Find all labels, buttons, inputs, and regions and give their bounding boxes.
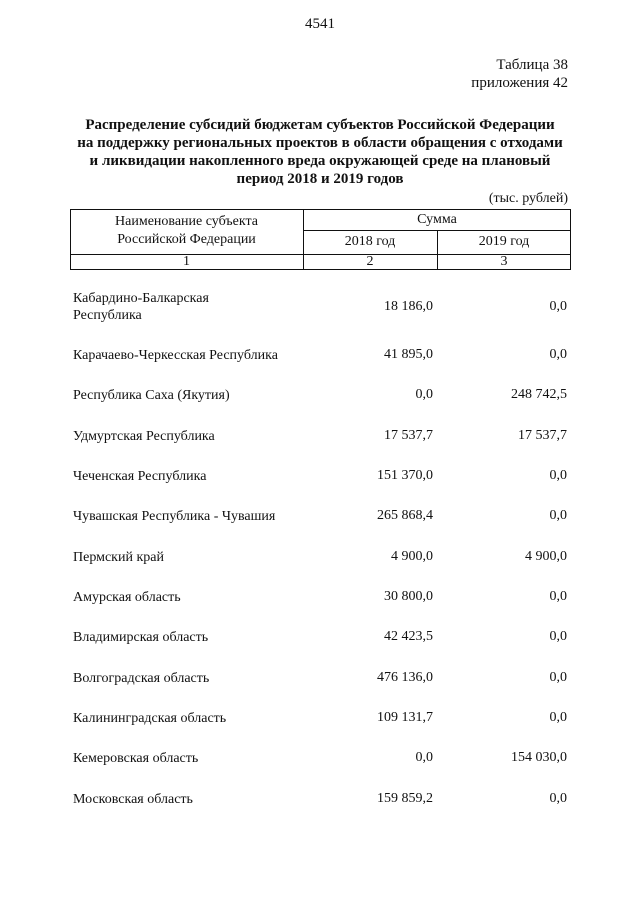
header-name-line: Российской Федерации (117, 232, 256, 247)
region-name: Амурская область (73, 590, 181, 605)
column-number-2: 2 (366, 254, 374, 269)
title-line: период 2018 и 2019 годов (236, 171, 404, 187)
header-sum: Сумма (417, 212, 457, 227)
value-2018: 4 900,0 (391, 549, 433, 564)
region-name: Волгоградская область (73, 671, 210, 686)
table-number: Таблица 38 (496, 57, 568, 73)
region-name: Карачаево-Черкесская Республика (73, 348, 278, 363)
region-name: Чеченская Республика (73, 469, 207, 484)
value-2019: 0,0 (549, 791, 567, 806)
title-line: Распределение субсидий бюджетам субъектов Российской Федерации (85, 117, 555, 133)
value-2019: 0,0 (549, 299, 567, 314)
value-2019: 0,0 (549, 670, 567, 685)
value-2019: 154 030,0 (511, 750, 567, 765)
column-number-1: 1 (183, 254, 190, 269)
value-2019: 17 537,7 (518, 428, 567, 443)
region-name: Калининградская область (73, 711, 227, 726)
header-name-line: Наименование субъекта (115, 214, 258, 229)
header-name-cell (70, 213, 303, 249)
document-title (70, 116, 570, 188)
region-name (73, 290, 303, 324)
value-2019: 0,0 (549, 710, 567, 725)
value-2018: 30 800,0 (384, 589, 433, 604)
value-2019: 0,0 (549, 629, 567, 644)
region-name: Удмуртская Республика (73, 429, 215, 444)
value-2018: 0,0 (415, 750, 433, 765)
value-2019: 4 900,0 (525, 549, 567, 564)
header-year-2019: 2019 год (478, 234, 530, 249)
value-2018: 42 423,5 (384, 629, 433, 644)
region-name-line: Кабардино-Балкарская (73, 291, 209, 306)
value-2019: 0,0 (549, 347, 567, 362)
value-2018: 476 136,0 (377, 670, 433, 685)
region-name: Владимирская область (73, 630, 209, 645)
page-number: 4541 (305, 16, 335, 32)
value-2018: 41 895,0 (384, 347, 433, 362)
value-2018: 18 186,0 (384, 299, 433, 314)
value-2018: 159 859,2 (377, 791, 433, 806)
table-reference (471, 56, 568, 92)
value-2018: 17 537,7 (384, 428, 433, 443)
value-2019: 248 742,5 (511, 387, 567, 402)
title-line: на поддержку региональных проектов в области обращения с отходами (77, 135, 563, 151)
header-year-2018: 2018 год (344, 234, 396, 249)
units-label: (тыс. рублей) (488, 191, 568, 206)
value-2018: 0,0 (415, 387, 433, 402)
region-name-line: Республика (73, 308, 142, 323)
value-2019: 0,0 (549, 589, 567, 604)
region-name: Пермский край (73, 550, 164, 565)
region-name: Чувашская Республика - Чувашия (73, 509, 276, 524)
appendix-number: приложения 42 (471, 75, 568, 91)
value-2019: 0,0 (549, 468, 567, 483)
region-name: Республика Саха (Якутия) (73, 388, 230, 403)
title-line: и ликвидации накопленного вреда окружающей среде на плановый (89, 153, 551, 169)
value-2018: 109 131,7 (377, 710, 433, 725)
region-name: Кемеровская область (73, 751, 199, 766)
region-name: Московская область (73, 792, 193, 807)
column-number-3: 3 (500, 254, 508, 269)
value-2019: 0,0 (549, 508, 567, 523)
value-2018: 265 868,4 (377, 508, 433, 523)
value-2018: 151 370,0 (377, 468, 433, 483)
